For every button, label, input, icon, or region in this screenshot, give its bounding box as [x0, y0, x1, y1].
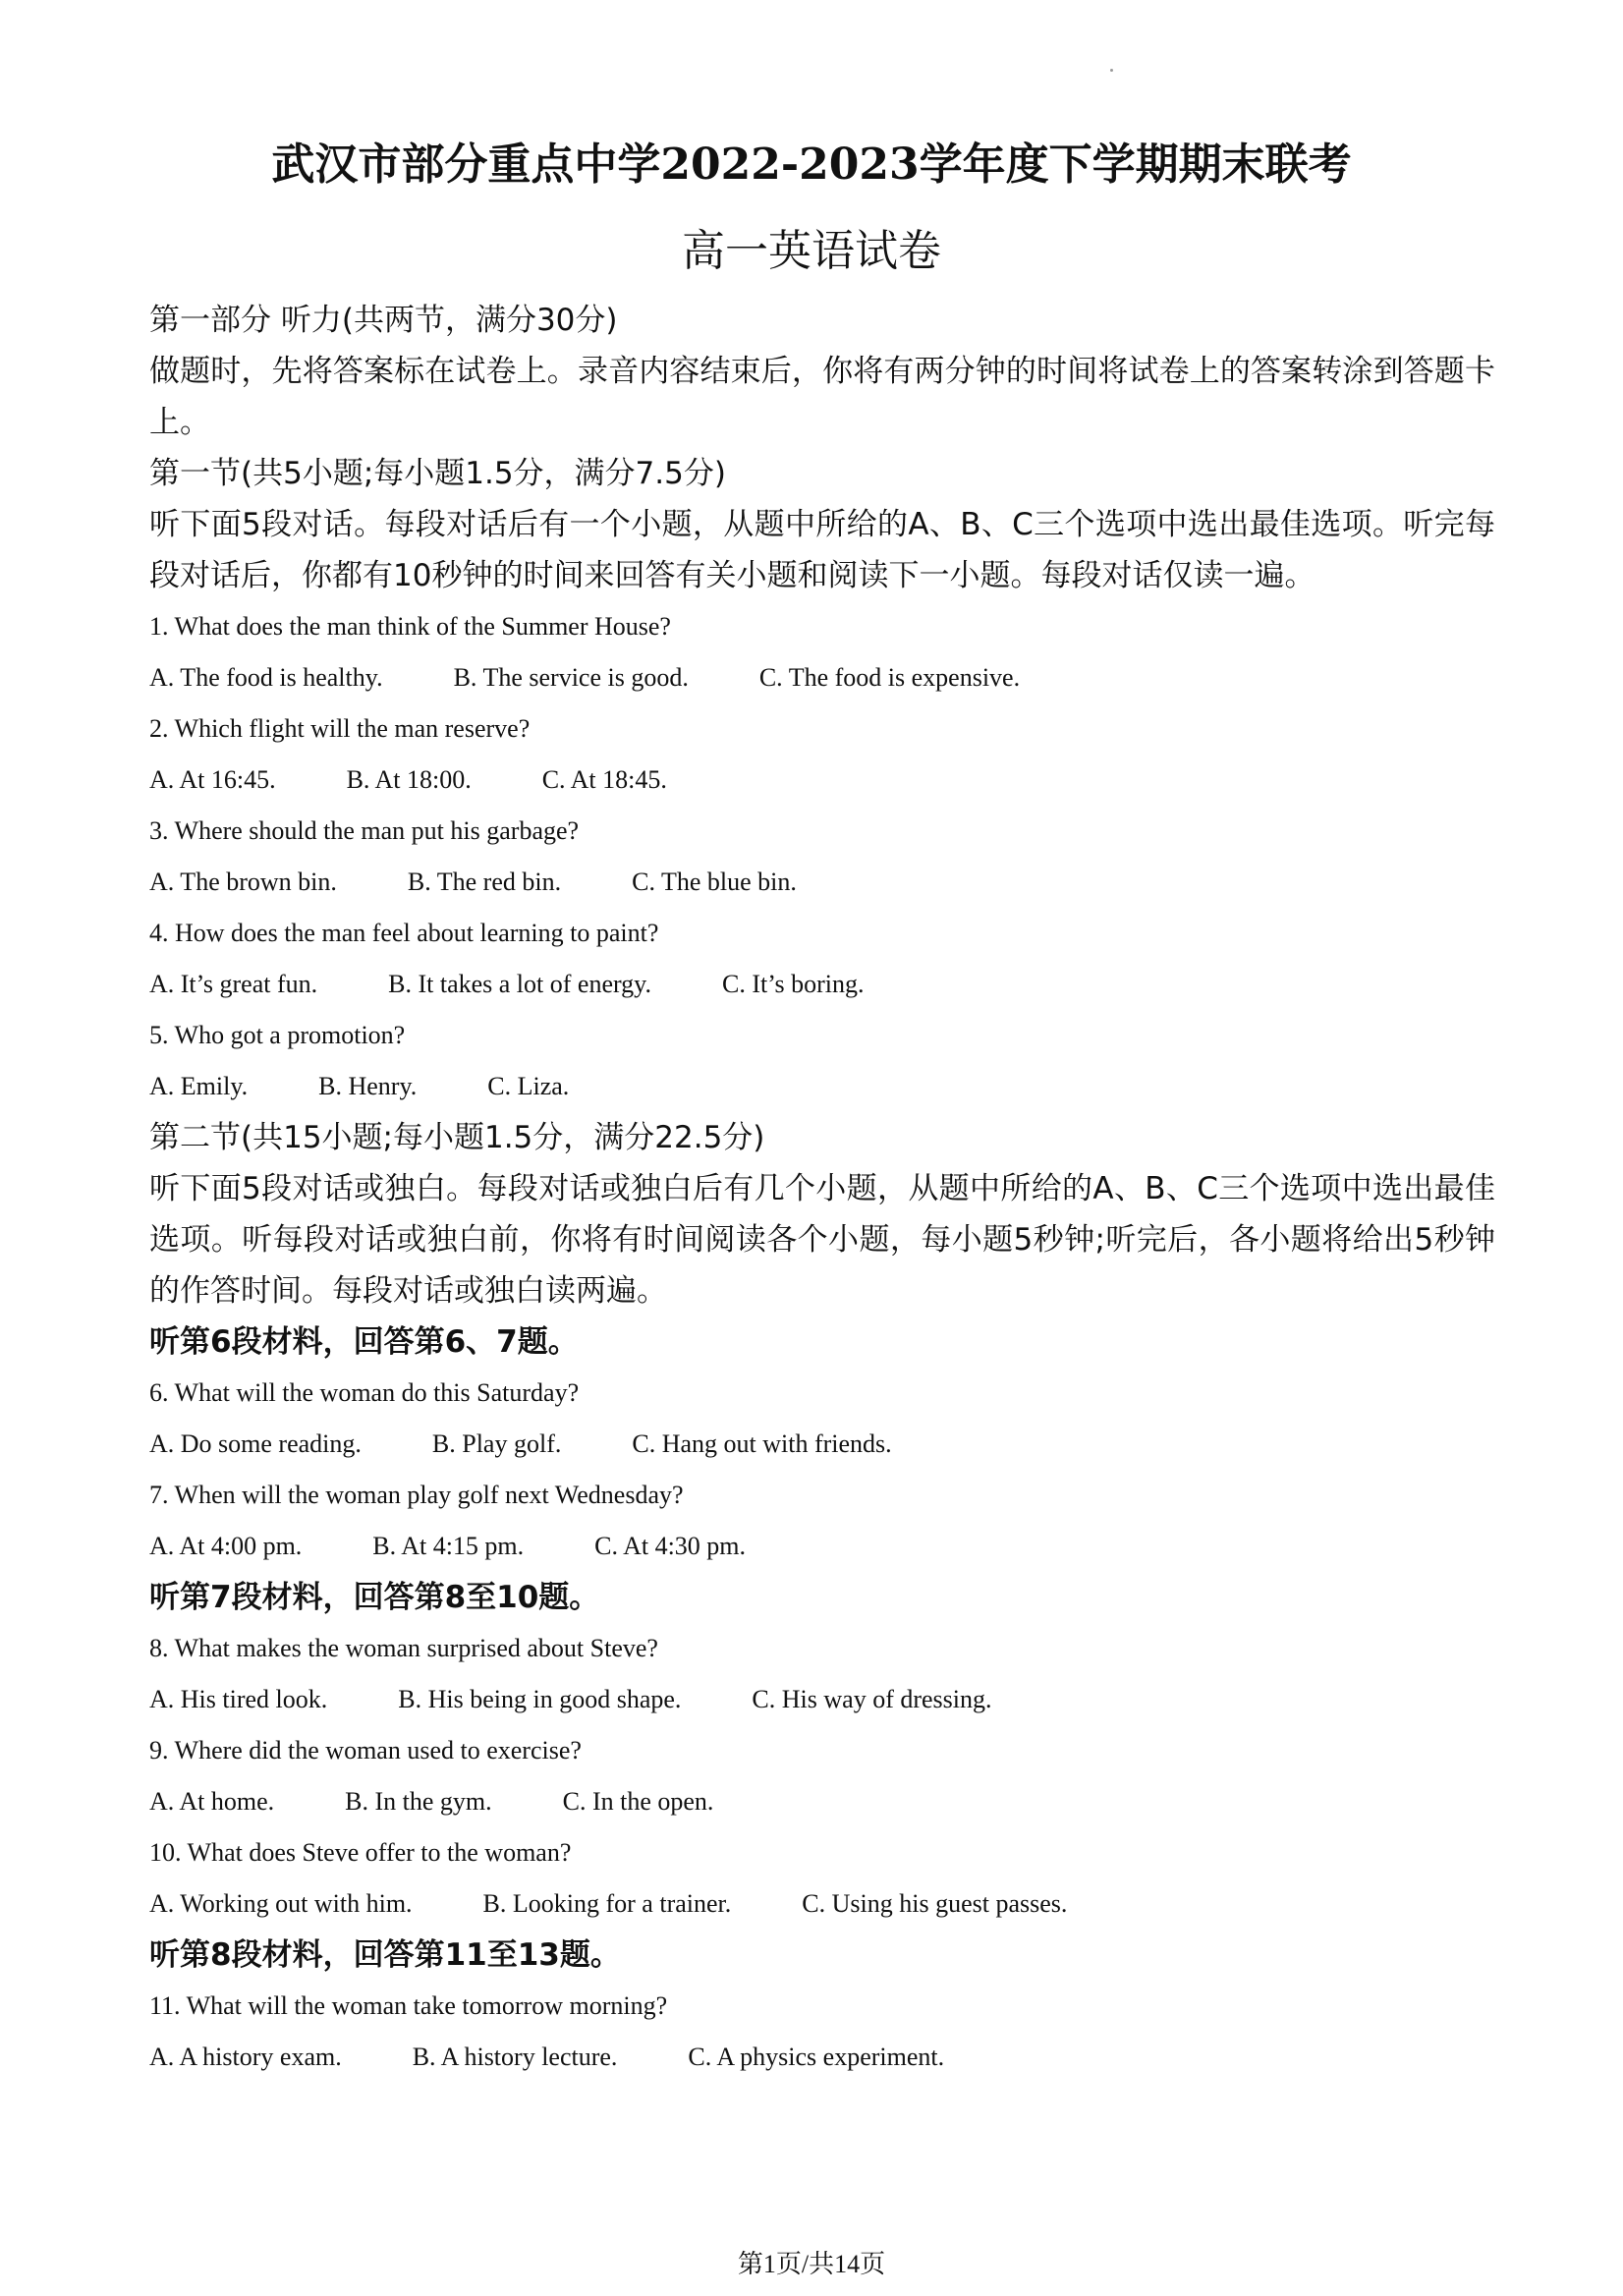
option-b: B. It takes a lot of energy.: [388, 970, 651, 998]
option-c: C. The blue bin.: [632, 868, 797, 896]
page-number: 第1页/共14页: [737, 2250, 886, 2278]
option-b: B. At 18:00.: [346, 765, 472, 794]
option-a: A. It’s great fun.: [149, 970, 318, 998]
question-options: [149, 755, 1495, 806]
exam-body: [149, 295, 1495, 2083]
question-stem: 7. When will the woman play golf next Wednesday?: [149, 1481, 684, 1509]
option-a: A. Do some reading.: [149, 1429, 362, 1458]
part1-instructions: 做题时，先将答案标在试卷上。录音内容结束后，你将有两分钟的时间将试卷上的答案转涂到答题卡上。: [149, 354, 1495, 440]
question-options: [149, 1419, 1495, 1470]
question-stem: 9. Where did the woman used to exercise?: [149, 1736, 582, 1764]
option-c: C. His way of dressing.: [752, 1685, 992, 1713]
question-stem: 3. Where should the man put his garbage?: [149, 816, 580, 845]
question-options: [149, 1061, 1495, 1112]
option-c: C. Liza.: [487, 1072, 570, 1100]
section1-heading: 第一节(共5小题;每小题1.5分，满分7.5分): [149, 456, 726, 491]
question-stem: 2. Which flight will the man reserve?: [149, 714, 531, 743]
question-stem: 4. How does the man feel about learning to paint?: [149, 919, 659, 947]
question-options: [149, 2032, 1495, 2083]
question-stem: 8. What makes the woman surprised about Steve?: [149, 1634, 658, 1662]
option-b: B. Looking for a trainer.: [482, 1889, 732, 1918]
option-c: C. Hang out with friends.: [632, 1429, 892, 1458]
option-a: A. Emily.: [149, 1072, 249, 1100]
option-a: A. The food is healthy.: [149, 663, 383, 692]
option-a: A. Working out with him.: [149, 1889, 413, 1918]
question-options: [149, 959, 1495, 1010]
option-b: B. Play golf.: [431, 1429, 562, 1458]
scan-dot: [1110, 69, 1113, 72]
question-options: [149, 857, 1495, 908]
question-options: [149, 1878, 1495, 1930]
option-a: A. His tired look.: [149, 1685, 328, 1713]
section1-instructions: 听下面5段对话。每段对话后有一个小题，从题中所给的A、B、C三个选项中选出最佳选项。听完每段对话后，你都有10秒钟的时间来回答有关小题和阅读下一小题。每段对话仅读一遍。: [149, 507, 1495, 593]
option-b: B. The service is good.: [453, 663, 689, 692]
part1-heading: 第一部分 听力(共两节，满分30分): [149, 303, 618, 338]
option-c: C. In the open.: [562, 1787, 714, 1816]
option-b: B. A history lecture.: [412, 2043, 618, 2071]
question-stem: 11. What will the woman take tomorrow morning?: [149, 1991, 668, 2020]
material-7-heading: 听第7段材料，回答第8至10题。: [149, 1580, 600, 1615]
option-b: B. Henry.: [318, 1072, 418, 1100]
option-a: A. The brown bin.: [149, 868, 337, 896]
option-c: C. A physics experiment.: [688, 2043, 945, 2071]
material-6-heading: 听第6段材料，回答第6、7题。: [149, 1324, 579, 1360]
option-a: A. At home.: [149, 1787, 275, 1816]
option-c: C. The food is expensive.: [758, 663, 1021, 692]
material-8-heading: 听第8段材料，回答第11至13题。: [149, 1937, 621, 1973]
option-c: C. It’s boring.: [722, 970, 865, 998]
option-c: C. Using his guest passes.: [802, 1889, 1068, 1918]
option-b: B. At 4:15 pm.: [372, 1532, 525, 1560]
question-options: [149, 1521, 1495, 1572]
option-b: B. In the gym.: [345, 1787, 492, 1816]
option-a: A. At 16:45.: [149, 765, 276, 794]
question-options: [149, 1776, 1495, 1827]
question-options: [149, 1674, 1495, 1725]
option-a: A. A history exam.: [149, 2043, 342, 2071]
option-b: B. His being in good shape.: [398, 1685, 682, 1713]
question-stem: 5. Who got a promotion?: [149, 1021, 406, 1049]
section2-instructions: 听下面5段对话或独白。每段对话或独白后有几个小题，从题中所给的A、B、C三个选项中选出最佳选项。听每段对话或独白前，你将有时间阅读各个小题，每小题5秒钟;听完后，各小题将给出5秒钟的作答时间。每段对话或独白读两遍。: [149, 1171, 1495, 1309]
option-c: C. At 18:45.: [541, 765, 667, 794]
exam-subtitle: 高一英语试卷: [682, 226, 941, 276]
question-stem: 6. What will the woman do this Saturday?: [149, 1378, 580, 1407]
question-options: [149, 652, 1495, 703]
option-a: A. At 4:00 pm.: [149, 1532, 303, 1560]
option-b: B. The red bin.: [407, 868, 562, 896]
exam-title: 武汉市部分重点中学2022-2023学年度下学期期末联考: [271, 140, 1352, 190]
section2-heading: 第二节(共15小题;每小题1.5分，满分22.5分): [149, 1120, 765, 1155]
option-c: C. At 4:30 pm.: [594, 1532, 747, 1560]
question-stem: 10. What does Steve offer to the woman?: [149, 1838, 572, 1867]
question-stem: 1. What does the man think of the Summer House?: [149, 612, 671, 641]
